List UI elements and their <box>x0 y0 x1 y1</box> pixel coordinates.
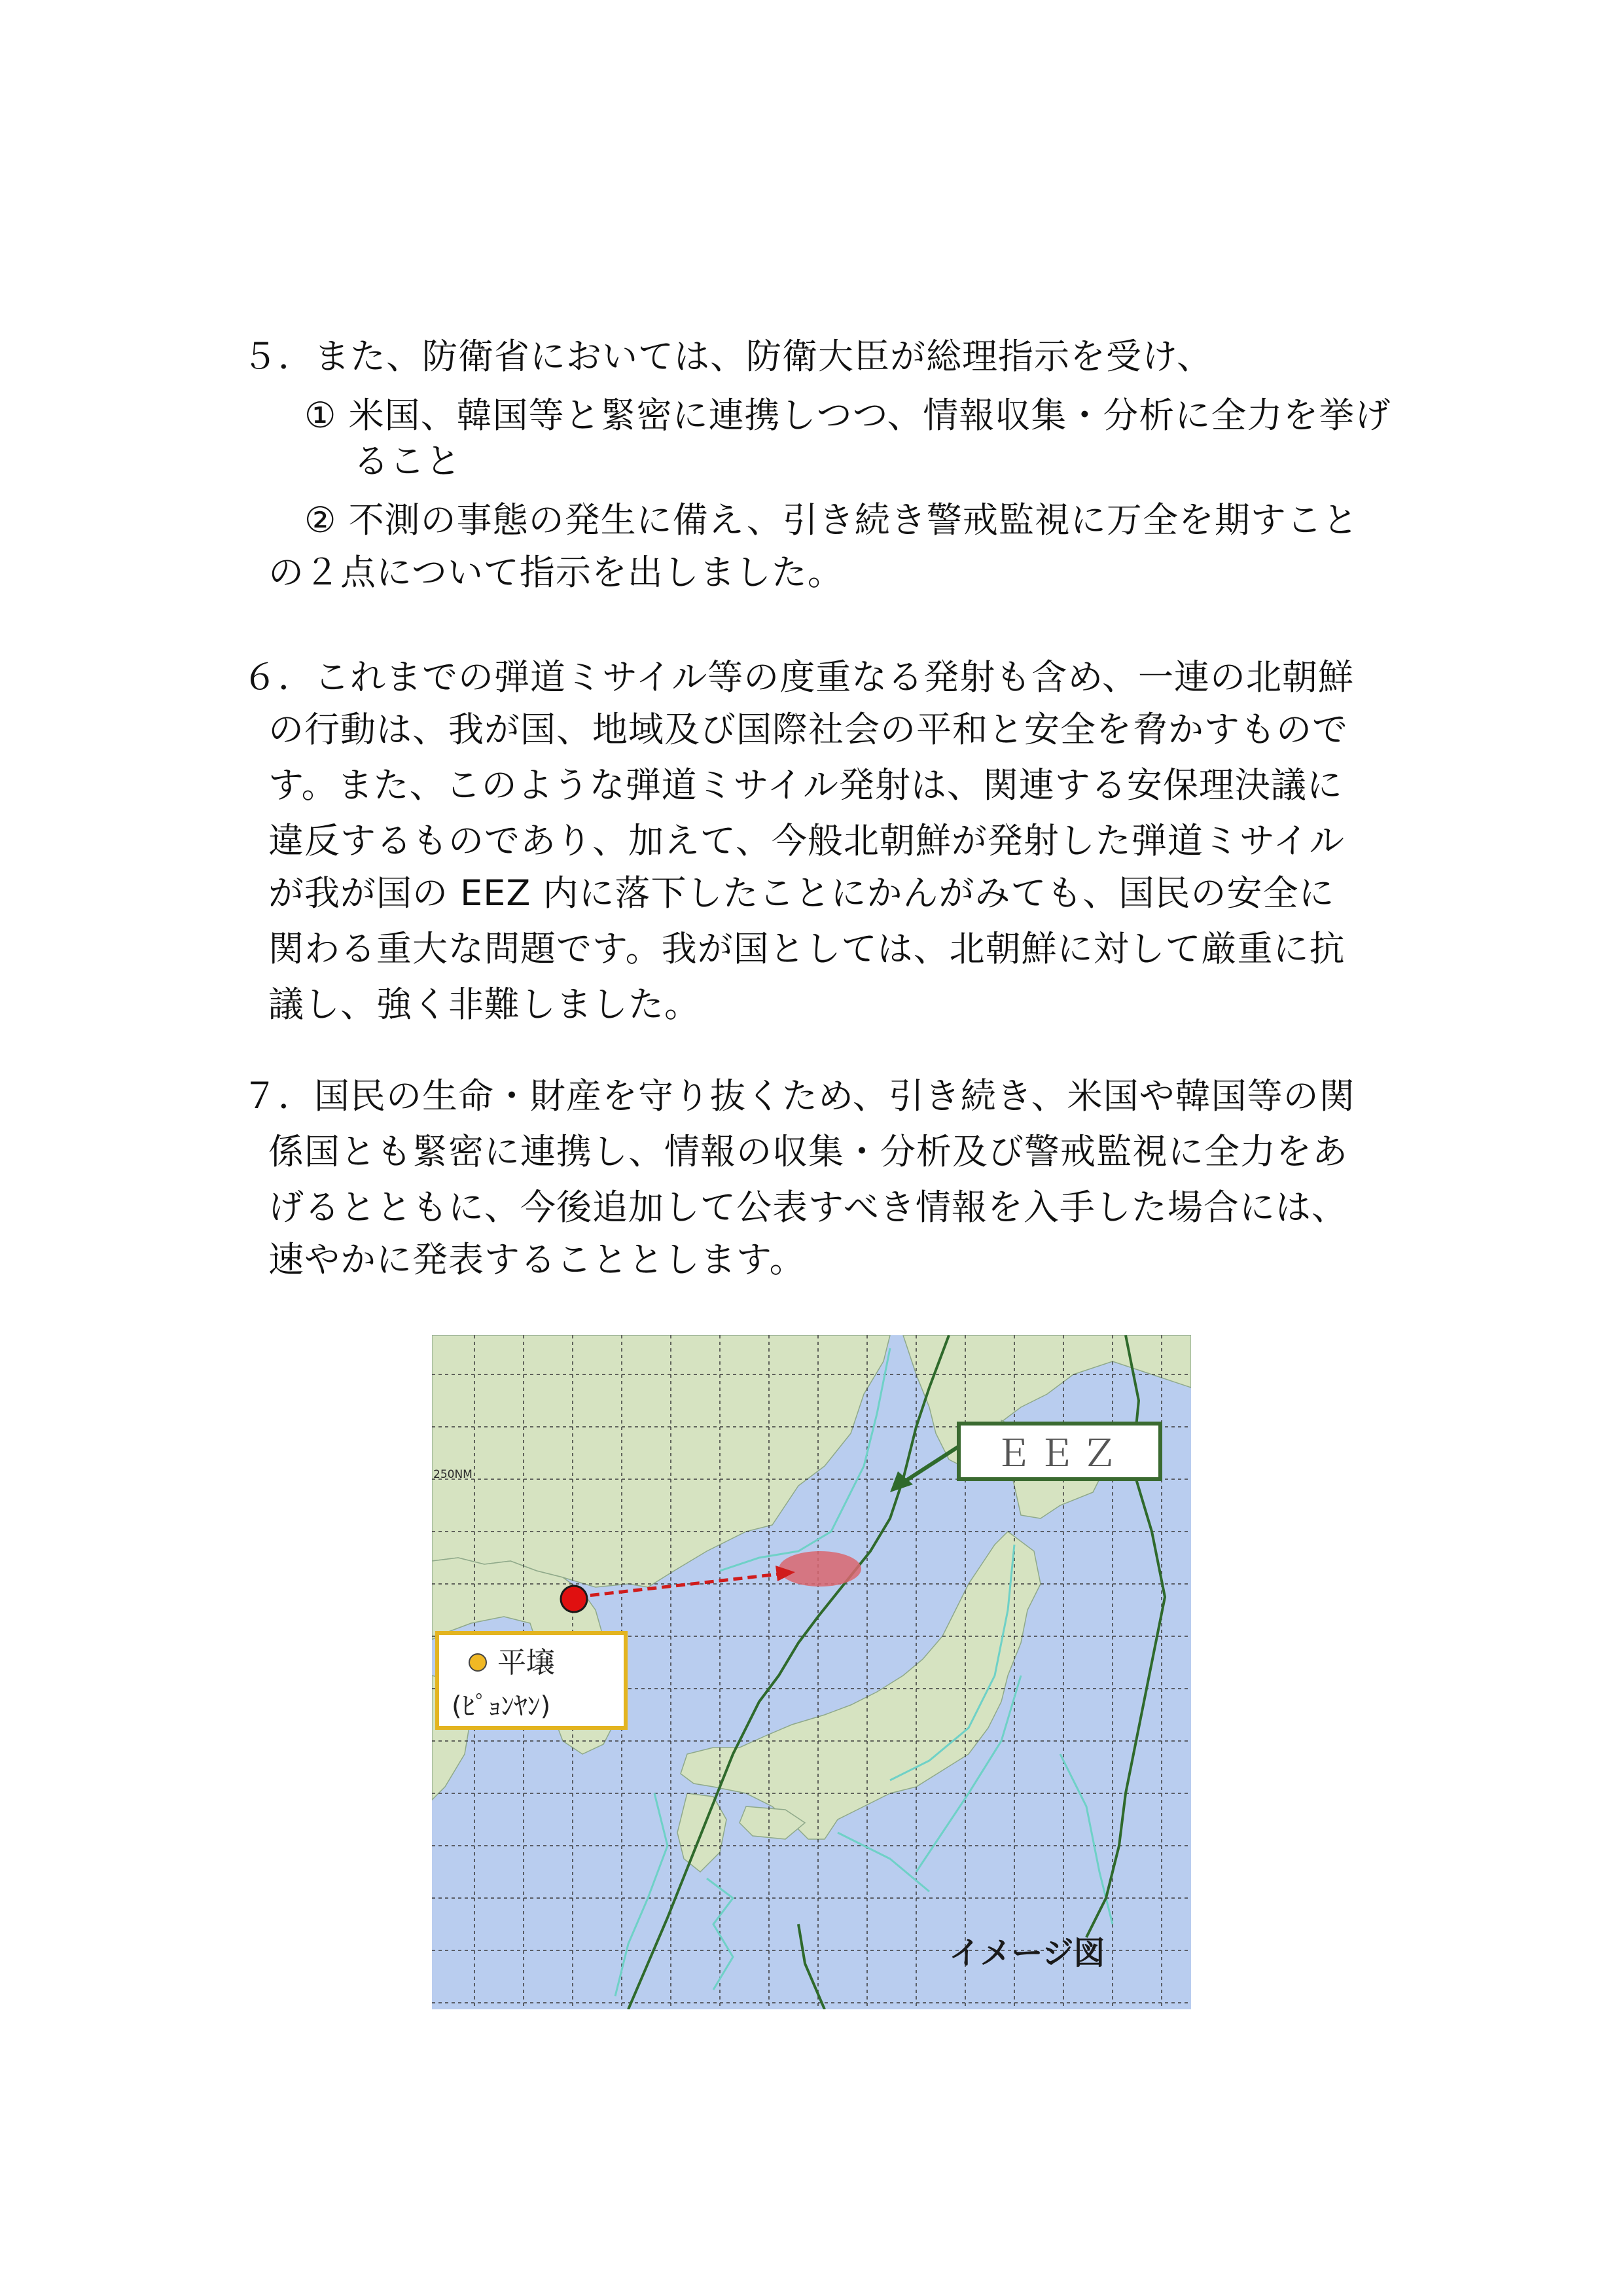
map-caption: イメージ図 <box>949 1935 1105 1971</box>
scale-label: 250NM <box>433 1468 473 1481</box>
sec6-line-3: す。また、このような弾道ミサイル発射は、関連する安保理決議に <box>268 764 1343 806</box>
missile-map-figure <box>432 1335 1191 2009</box>
eez-label: ＥＥＺ <box>995 1433 1124 1475</box>
sec6-line-5: が我が国の EEZ 内に落下したことにかんがみても、国民の安全に <box>268 872 1335 914</box>
sec6-line-7: 議し、強く非難しました。 <box>268 984 700 1025</box>
sec6-line-2: の行動は、我が国、地域及び国際社会の平和と安全を脅かすもので <box>268 709 1348 750</box>
sec7-line-2: 係国とも緊密に連携し、情報の収集・分析及び警戒監視に全力をあ <box>268 1131 1348 1172</box>
pyongyang-label-line1: 平壌 <box>497 1646 555 1679</box>
impact-area <box>779 1551 861 1587</box>
pyongyang-label-line2: (ﾋﾟｮﾝﾔﾝ) <box>452 1691 551 1721</box>
sec7-line-3: げるとともに、今後追加して公表すべき情報を入手した場合には、 <box>268 1187 1347 1228</box>
sec6-line-6: 関わる重大な問題です。我が国としては、北朝鮮に対して厳重に抗 <box>268 928 1346 969</box>
launch-site-marker <box>561 1586 587 1612</box>
sec5-item-1-cont: ること <box>353 440 461 482</box>
sec5-line-1: ５．また、防衛省においては、防衛大臣が総理指示を受け、 <box>242 336 1213 377</box>
sec5-item-2: ② 不測の事態の発生に備え、引き続き警戒監視に万全を期すこと <box>304 499 1359 541</box>
sec7-line-1: ７．国民の生命・財産を守り抜くため、引き続き、米国や韓国等の関 <box>242 1075 1355 1117</box>
pyongyang-dot-icon <box>469 1654 486 1671</box>
sec6-line-4: 違反するものであり、加えて、今般北朝鮮が発射した弾道ミサイル <box>268 820 1346 861</box>
sec7-line-4: 速やかに発表することとします。 <box>268 1239 806 1280</box>
sec5-line-end: の２点について指示を出しました。 <box>268 552 844 593</box>
sec5-item-1: ① 米国、韓国等と緊密に連携しつつ、情報収集・分析に全力を挙げ <box>304 395 1391 436</box>
sec6-line-1: ６．これまでの弾道ミサイル等の度重なる発射も含め、一連の北朝鮮 <box>242 656 1355 698</box>
